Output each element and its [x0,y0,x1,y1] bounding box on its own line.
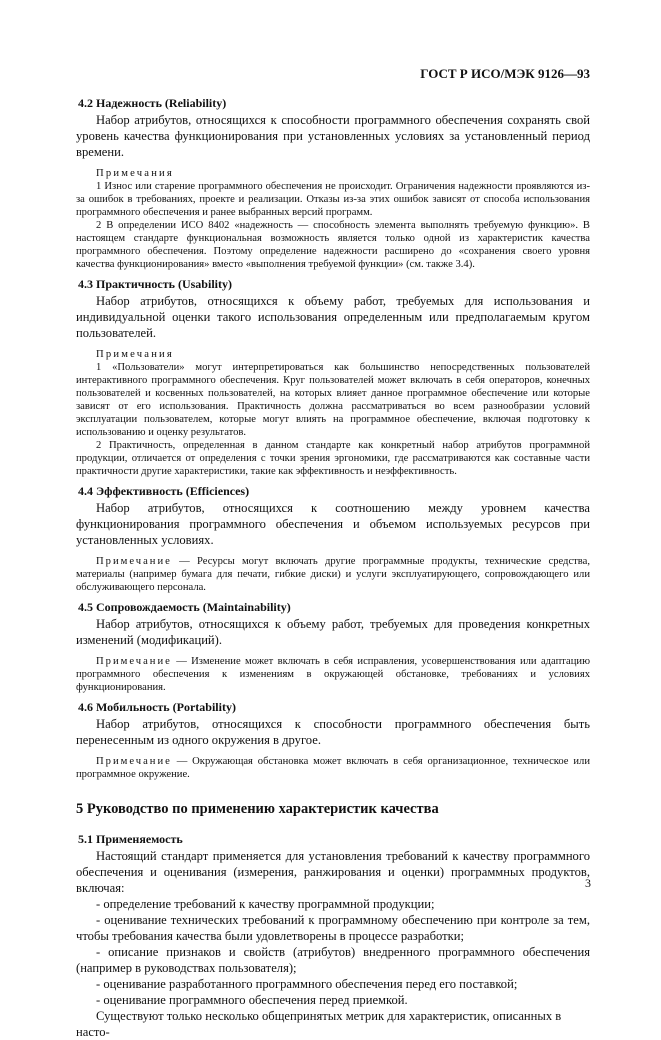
note: — Изменение может включать в себя исправления, усовершенствования или адаптацию программного обеспечения к изменениям в окружающей обстановке, требованиях и условиях функционирования. [76,656,590,693]
paragraph: Существуют только несколько общепринятых метрик для характеристик, описанных в насто- [76,1009,562,1039]
section-title: 5.1 Применяемость [78,832,183,846]
section-title: 4.3 Практичность (Usability) [78,277,232,291]
list-item: - оценивание технических требований к программному обеспечению при контроле за тем, чтобы требования качества были удовлетворены в процессе разработки; [76,913,590,943]
paragraph: Набор атрибутов, относящихся к объему работ, требуемых для проведения конкретных изменений (модификаций). [76,617,590,647]
chapter-title: 5 Руководство по применению характеристик качества [76,801,439,817]
note: 2 В определении ИСО 8402 «надежность — способность элемента выполнять требуемую функцию». В настоящем стандарте функциональная возможность является только одной из характеристик качества программного обеспечения. Поэтому определение надежности расширено до «сохранения своего уровня качества функционирования» вместо «выполнения требуемой функции» (см. также 3.4). [76,220,590,270]
note: — Ресурсы могут включать другие программные продукты, технические средства, материалы (например бумага для печати, гибкие диски) и услуги эксплуатирующего, сопровождающего или обслуживающего персонала. [76,556,590,593]
paragraph: Набор атрибутов, относящихся к соотношению между уровнем качества функционирования программного обеспечения и объемом используемых ресурсов при установленных условиях. [76,501,590,547]
note: 1 Износ или старение программного обеспечения не происходит. Ограничения надежности проявляются из-за ошибок в требованиях, проекте и реализации. Отказы из-за этих ошибок зависят от способа использования программного обеспечения и ранее выбранных версий программ. [76,181,590,218]
paragraph: Набор атрибутов, относящихся к способности программного обеспечения сохранять свой уровень качества функционирования при установленных условиях за установленный период времени. [76,113,590,159]
section-title: 4.6 Мобильность (Portability) [78,700,236,714]
notes-label: Примечания [96,349,174,360]
running-header: ГОСТ Р ИСО/МЭК 9126—93 [420,66,590,81]
list-item: - определение требований к качеству программной продукции; [96,897,435,911]
section-4-2 [76,96,590,271]
section-title: 4.4 Эффективность (Efficiences) [78,484,250,498]
section-4-4 [76,484,590,594]
note: — Окружающая обстановка может включать в себя организационное, техническое или программное окружение. [76,756,590,780]
section-5-1 [76,832,590,1040]
section-title: 4.2 Надежность (Reliability) [78,96,227,110]
paragraph: Набор атрибутов, относящихся к объему работ, требуемых для использования и индивидуальной оценки такого использования определенным или предполагаемым кругом пользователей. [76,294,590,340]
page-number: 3 [585,876,591,890]
note-label: Примечание [96,556,172,567]
list-item: - оценивание разработанного программного обеспечения перед его поставкой; [96,977,518,991]
list-item: - описание признаков и свойств (атрибутов) внедренного программного обеспечения (например в руководствах пользователя); [76,945,590,975]
section-title: 4.5 Сопровождаемость (Maintainability) [78,600,291,614]
note: 2 Практичность, определенная в данном стандарте как конкретный набор атрибутов программной продукции, отличается от определения с точки зрения эргономики, где рассматриваются как составные части практичности другие характеристики, такие как эффективность и неэффективность. [76,440,590,477]
paragraph: Настоящий стандарт применяется для установления требований к качеству программного обеспечения и оценивания (измерения, ранжирования и оценки) программных продуктов, включая: [76,849,590,895]
section-4-5 [76,600,590,694]
note-label: Примечание [96,656,172,667]
note: 1 «Пользователи» могут интерпретироваться как большинство непосредственных пользователей интерактивного программного обеспечения. Круг пользователей может включать в себя операторов, конечных пользователей и косвенных пользователей, на которых влияет данное программное обеспечение или которые зависят от его использования. Практичность должна рассматриваться во всем разнообразии условий эксплуатации пользователем, которые могут влиять на программное обеспечение, включая подготовку к использованию и оценку результатов. [76,362,590,438]
note-label: Примечание [96,756,172,767]
paragraph: Набор атрибутов, относящихся к способности программного обеспечения быть перенесенным из одного окружения в другое. [76,717,590,747]
section-4-3 [76,277,590,478]
document-page [76,66,590,1040]
section-4-6 [76,700,590,781]
list-item: - оценивание программного обеспечения перед приемкой. [96,993,408,1007]
notes-label: Примечания [96,168,174,179]
